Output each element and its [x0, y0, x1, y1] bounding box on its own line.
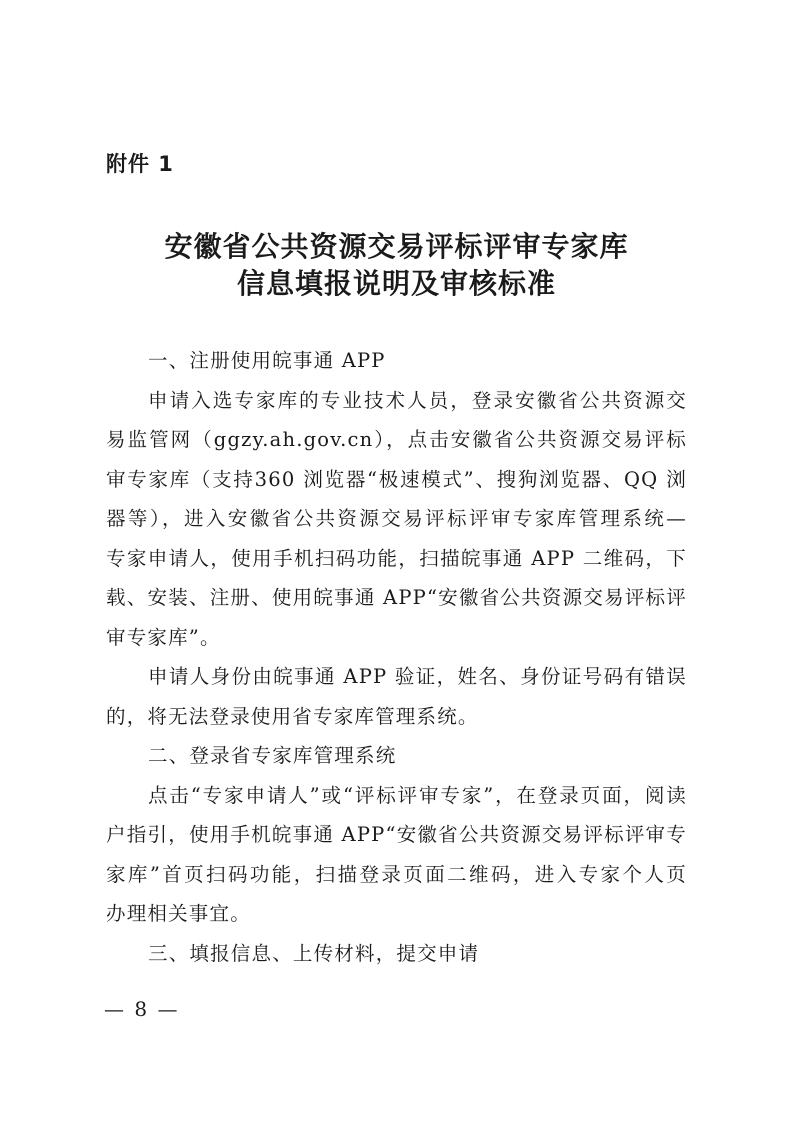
attachment-label: 附件 1: [106, 152, 174, 176]
title-line-2: 信息填报说明及审核标准: [236, 267, 556, 300]
page-number: — 8 —: [104, 997, 180, 1021]
paragraph-line: 点击“专家申请人”或“评标评审专家”，在登录页面，阅读: [148, 783, 687, 807]
paragraph-line: 办理相关事宜。: [106, 902, 251, 925]
paragraph-line: 的，将无法登录使用省专家库管理系统。: [106, 704, 479, 728]
paragraph-line: 审专家库”。: [106, 625, 221, 649]
body-text: [106, 341, 687, 973]
section-heading-3: 三、填报信息、上传材料，提交申请: [148, 941, 480, 965]
paragraph-line: 易监管网（ggzy.ah.gov.cn），点击安徽省公共资源交易评标: [106, 428, 687, 451]
title-line-1: 安徽省公共资源交易评标评审专家库: [164, 230, 629, 263]
paragraph-line: 户指引，使用手机皖事通 APP“安徽省公共资源交易评标评审专: [106, 823, 687, 846]
section-heading-2: 二、登录省专家库管理系统: [148, 744, 397, 767]
paragraph-line: 申请入选专家库的专业技术人员，登录安徽省公共资源交: [148, 388, 687, 412]
paragraph-line: 载、安装、注册、使用皖事通 APP“安徽省公共资源交易评标评: [106, 586, 687, 609]
paragraph-line: 申请人身份由皖事通 APP 验证，姓名、身份证号码有错误: [148, 665, 687, 688]
paragraph-line: 专家申请人，使用手机扫码功能，扫描皖事通 APP 二维码，下: [106, 546, 687, 570]
section-heading-1: 一、注册使用皖事通 APP: [148, 349, 386, 372]
paragraph-line: 器等），进入安徽省公共资源交易评标评审专家库管理系统—: [106, 507, 687, 530]
paragraph-line: 审专家库（支持360 浏览器“极速模式”、搜狗浏览器、QQ 浏: [106, 467, 687, 491]
paragraph-line: 家库”首页扫码功能，扫描登录页面二维码，进入专家个人页: [106, 862, 687, 886]
